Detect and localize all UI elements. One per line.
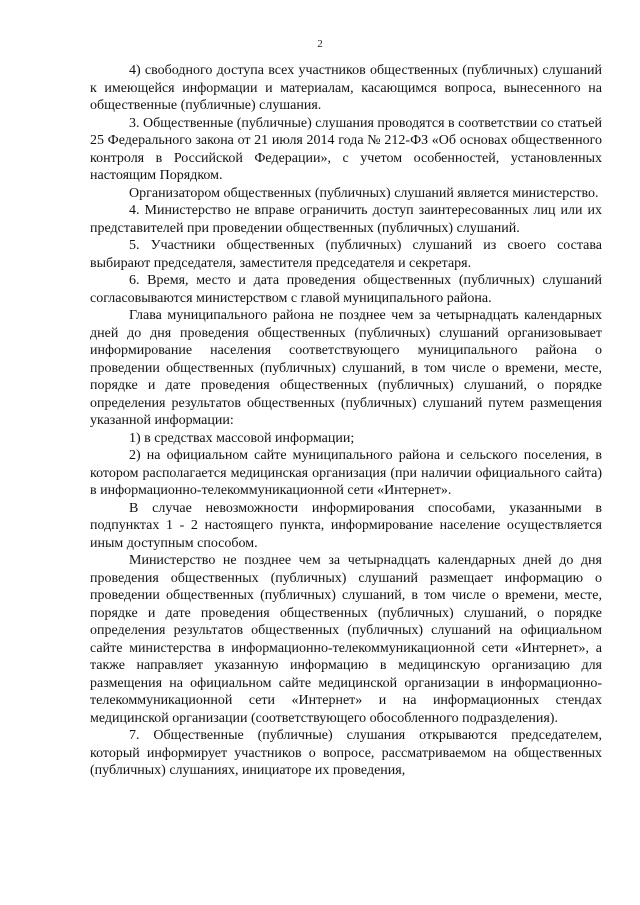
paragraph-ministry-posting: Министерство не позднее чем за четырнадцать календарных дней до дня проведения общественных (публичных) слушаний размещает информацию о проведении общественных (публичных) слушаний, в том числе о времени, месте, порядке и дате проведения общественных (публичных) слушаний, о порядке определения результатов общественных (публичных) слушаний на официальном сайте министерства в информационно-телекоммуникационной сети «Интернет», а также направляет указанную информацию в медицинскую организацию для размещения на официальном сайте медицинской организации в информационно-телекоммуникационной сети «Интернет» и на информационных стендах медицинской организации (соответствующего обособленного подразделения). (90, 553, 602, 726)
paragraph-access-info: 4) свободного доступа всех участников общественных (публичных) слушаний к имеющейся информации и материалам, касающимся вопроса, вынесенного на общественные (публичные) слушания. (90, 63, 602, 113)
paragraph-other-means: В случае невозможности информирования способами, указанными в подпунктах 1 - 2 настоящего пункта, информирование население осуществляется иным доступным способом. (90, 500, 602, 551)
paragraph-organizer: Организатором общественных (публичных) слушаний является министерство. (129, 185, 599, 201)
page-number: 2 (317, 38, 323, 50)
paragraph-item-5: 5. Участники общественных (публичных) слушаний из своего состава выбирают председателя, заместителя председателя и секретаря. (90, 238, 602, 271)
paragraph-item-6: 6. Время, место и дата проведения общественных (публичных) слушаний согласовываются министерством с главой муниципального района. (90, 273, 602, 306)
document-body (90, 62, 602, 780)
paragraph-item-7: 7. Общественные (публичные) слушания открываются председателем, который информирует участников о вопросе, рассматриваемом на общественных (публичных) слушаниях, инициаторе их проведения, (90, 728, 602, 778)
paragraph-head-of-district: Глава муниципального района не позднее чем за четырнадцать календарных дней до дня проведения общественных (публичных) слушаний организовывает информирование населения соответствующего муниципального района о проведении общественных (публичных) слушаний, в том числе о времени, месте, порядке и дате проведения общественных (публичных) слушаний, о порядке определения результатов общественных (публичных) слушаний путем размещения указанной информации: (90, 308, 602, 428)
paragraph-item-4: 4. Министерство не вправе ограничить доступ заинтересованных лиц или их представителей при проведении общественных (публичных) слушаний. (90, 203, 602, 236)
paragraph-subitem-2: 2) на официальном сайте муниципального района и сельского поселения, в котором располагается медицинская организация (при наличии официального сайта) в информационно-телекоммуникационной сети «Интернет». (90, 448, 602, 498)
paragraph-item-3: 3. Общественные (публичные) слушания проводятся в соответствии со статьей 25 Федерального закона от 21 июля 2014 года № 212-ФЗ «Об основах общественного контроля в Российской Федерации», с учетом особенностей, установленных настоящим Порядком. (90, 115, 603, 183)
paragraph-subitem-1: 1) в средствах массовой информации; (129, 430, 355, 446)
